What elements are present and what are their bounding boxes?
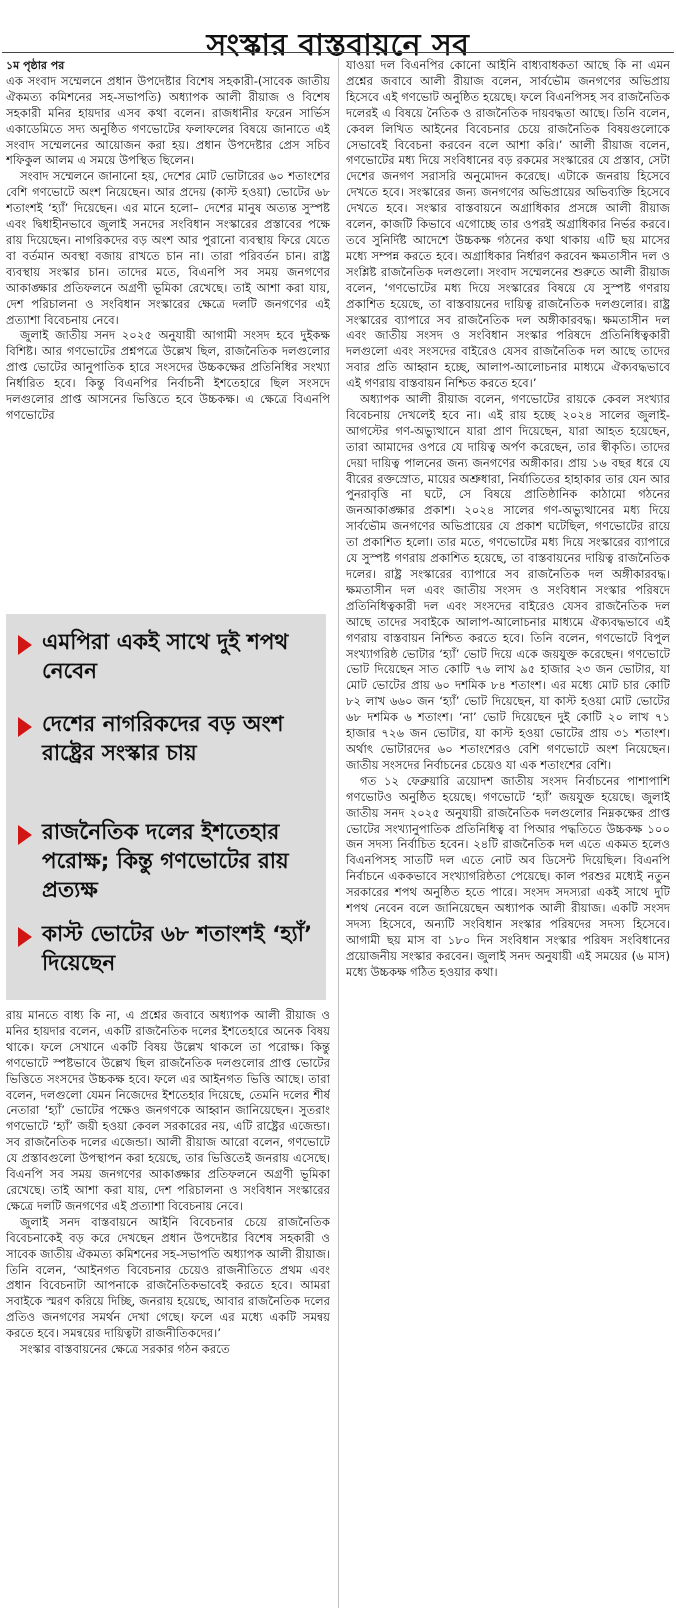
paragraph: এক সংবাদ সম্মেলনে প্রধান উপদেষ্টার বিশেষ সহকারী-(সাবেক জাতীয় ঐকমত্য কমিশনের সহ-সভাপতি) অধ্যাপক আলী রীয়াজ ও বিশেষ সহকারী মনির হায়দার এসব কথা বলেন। রাজধানীর ফরেন সার্ভিস একাডেমিতে সদ্য অনুষ্ঠিত গণভোটের ফলাফলের বিষয়ে জানাতে এই সংবাদ সম্মেলনের আয়োজন করা হয়। প্রধান উপদেষ্টার প্রেস সচিব শফিকুল আলম এ সময়ে উপস্থিত ছিলেন। xyxy=(6,73,330,168)
column-divider xyxy=(338,58,339,1608)
paragraph: সংবাদ সম্মেলনে জানানো হয়, দেশের মোট ভোটারের ৬০ শতাংশের বেশি গণভোটে অংশ নিয়েছেন। আর প্রদেয় (কাস্ট হওয়া) ভোটের ৬৮ শতাংশই ‘হ্যাঁ’ দিয়েছেন। এর মানে হলো– দেশের মানুষ অত্যন্ত সুস্পষ্ট এবং দ্বিধাহীনভাবে জুলাই সনদের সংবিধান সংস্কারের প্রস্তাবের পক্ষে রায় দিয়েছেন। নাগরিকদের বড় অংশ আর পুরানো ব্যবস্থায় ফিরে যেতে বা বর্তমান অবস্থা বজায় রাখতে চান না। তারা পরিবর্তন চান। রাষ্ট্র ব্যবস্থায় সংস্কার চান। তাদের মতে, বিএনপি সব সময় জনগণের আকাঙ্ক্ষার প্রতিফলনে অগ্রণী ভূমিকা রেখেছে। তাই আশা করা যায়, দেশ পরিচালনা ও সংবিধান সংস্কারের ক্ষেত্রে দলটি জনগণের এই প্রত্যাশা বিবেচনায় নেবে। xyxy=(6,169,330,327)
red-triangle-bullet-icon xyxy=(18,717,32,737)
article-headline: সংস্কার বাস্তবায়নে সব xyxy=(206,28,470,64)
highlight-item xyxy=(20,628,320,686)
highlight-text: রাজনৈতিক দলের ইশতেহার পরোক্ষ; কিন্তু গণভোটের রায় প্রত্যক্ষ xyxy=(42,820,289,903)
highlight-text: এমপিরা একই সাথে দুই শপথ নেবেন xyxy=(42,630,289,684)
right-column xyxy=(346,58,670,1610)
red-triangle-bullet-icon xyxy=(18,927,32,947)
highlight-item xyxy=(20,818,320,905)
highlight-item xyxy=(20,920,320,978)
highlight-text: কাস্ট ভোটের ৬৮ শতাংশই ‘হ্যাঁ’ দিয়েছেন xyxy=(42,922,313,976)
paragraph: জুলাই জাতীয় সনদ ২০২৫ অনুযায়ী আগামী সংসদ হবে দুইকক্ষ বিশিষ্ট। আর গণভোটের প্রশ্নপত্রে উল্লেখ ছিল, রাজনৈতিক দলগুলোর প্রাপ্ত ভোটের আনুপাতিক হারে সংসদের উচ্চকক্ষের প্রতিনিধির সংখ্যা নির্ধারিত হবে। কিন্তু বিএনপির নির্বাচনী ইশতেহারে ছিল সংসদে দলগুলোর প্রাপ্ত আসনের ভিত্তিতে হবে উচ্চকক্ষ। এ ক্ষেত্রে বিএনপি গণভোটের xyxy=(6,328,330,422)
paragraph: গত ১২ ফেব্রুয়ারি ত্রয়োদশ জাতীয় সংসদ নির্বাচনের পাশাপাশি গণভোটও অনুষ্ঠিত হয়েছে। গণভোটে ‘হ্যাঁ’ জয়যুক্ত হয়েছে। জুলাই জাতীয় সনদ ২০২৫ অনুযায়ী রাজনৈতিক দলগুলোর নিম্নকক্ষের প্রাপ্ত ভোটের সংখ্যানুপাতিক প্রতিনিধিত্ব বা পিআর পদ্ধতিতে উচ্চকক্ষ ১০০ জন সদস্য নির্বাচিত হবেন। ২৪টি রাজনৈতিক দল এতে একমত হলেও বিএনপিসহ সাতটি দল এতে নোট অব ডিসেন্ট দিয়েছিল। বিএনপি নির্বাচনে এককভাবে সংখ্যাগরিষ্ঠতা পেয়েছে। কাল পরশুর মধ্যেই নতুন সরকারের শপথ অনুষ্ঠিত হতে পারে। সংসদ সদস্যরা একই সাথে দুটি শপথ নেবেন বলে জানিয়েছেন অধ্যাপক আলী রীয়াজ। একটি সংসদ সদস্য হিসেবে, অন্যটি সংবিধান সংস্কার পরিষদের সদস্য হিসেবে। আগামী ছয় মাস বা ১৮০ দিন সংবিধান সংস্কার পরিষদ সংবিধানের প্রয়োজনীয় সংস্কার করবেন। জুলাই সনদ অনুযায়ী এই সময়ের (৬ মাস) মধ্যে উচ্চকক্ষ গঠিত হওয়ার কথা। xyxy=(346,773,670,979)
highlight-item xyxy=(20,710,320,768)
highlights-box xyxy=(6,614,326,1000)
paragraph: সংস্কার বাস্তবায়নের ক্ষেত্রে সরকার গঠন করতে xyxy=(20,1342,230,1357)
paragraph: জুলাই সনদ বাস্তবায়নে আইনি বিবেচনার চেয়ে রাজনৈতিক বিবেচনাকেই বড় করে দেখছেন প্রধান উপদেষ্টার বিশেষ সহকারী ও সাবেক জাতীয় ঐকমত্য কমিশনের সহ-সভাপতি অধ্যাপক আলী রীয়াজ। তিনি বলেন, ‘আইনগত বিবেচনার চেয়েও রাজনীতিতে প্রথম এবং প্রধান বিবেচনাটা আপনাকে রাজনৈতিকভাবেই করতে হবে। আমরা সবাইকে স্মরণ করিয়ে দিচ্ছি, জনরায় হয়েছে, আবার রাজনৈতিক দলের প্রতিও জনগণের সমর্থন দেখা গেছে। ফলে এর মধ্যে একটি সমন্বয় করতে হবে। সমন্বয়ের দায়িত্বটা রাজনীতিকদের।’ xyxy=(6,1214,330,1341)
paragraph: যাওয়া দল বিএনপির কোনো আইনি বাধ্যবাধকতা আছে কি না এমন প্রশ্নের জবাবে আলী রীয়াজ বলেন, সার্বভৌম জনগণের অভিপ্রায় হিসেবে এই গণভোট অনুষ্ঠিত হয়েছে। ফলে বিএনপিসহ সব রাজনৈতিক দলেরই এ বিষয়ে নৈতিক ও রাজনৈতিক দায়বদ্ধতা আছে। তিনি বলেন, কেবল লিখিত আইনের বিবেচনার চেয়ে রাজনৈতিক বিষয়গুলোকে সেভাবেই বিবেচনা করবেন বলে আশা করি।’ আলী রীয়াজ বলেন, গণভোটের মধ্য দিয়ে সংবিধানের বড় রকমের সংস্কারের যে প্রস্তাব, সেটা দেশের জনগণ সরাসরি অনুমোদন করেছে। এটাকে জনরায় হিসেবে দেখতে হবে। সংস্কারের জন্য জনগণের অভিপ্রায়ের অভিব্যক্তি হিসেবে দেখতে হবে। সংস্কার বাস্তবায়নে অগ্রাধিকার প্রসঙ্গে আলী রীয়াজ বলেন, কাজটি কিভাবে এগোচ্ছে তার ওপরই অগ্রাধিকার নির্ভর করবে। তবে সুনির্দিষ্ট আদেশে উচ্চকক্ষ গঠনের কথা থাকায় এটি ছয় মাসের মধ্যে সম্পন্ন করতে হবে। অগ্রাধিকার নির্ধারণ করবেন ক্ষমতাসীন দল ও সংশ্লিষ্ট রাজনৈতিক দলগুলো। সংবাদ সম্মেলনের শুরুতে আলী রীয়াজ বলেন, ‘গণভোটের মধ্য দিয়ে সংস্কারের বিষয়ে যে সুস্পষ্ট গণরায় প্রকাশিত হয়েছে, তা বাস্তবায়নের দায়িত্ব রাজনৈতিক দলগুলোর। রাষ্ট্র সংস্কারের ব্যাপারে সব রাজনৈতিক দল অঙ্গীকারবদ্ধ। ক্ষমতাসীন দল এবং জাতীয় সংসদ ও সংবিধান সংস্কার পরিষদে প্রতিনিধিত্বকারী দলগুলো এবং সংসদের বাইরেও যেসব রাজনৈতিক দল আছে তাদের সবার প্রতি আহ্বান হচ্ছে, আলাপ-আলোচনার মাধ্যমে ঐক্যবদ্ধভাবে এই গণরায় বাস্তবায়ন নিশ্চিত করতে হবে।’ xyxy=(346,58,670,391)
left-column-bottom xyxy=(6,1008,330,1608)
highlight-text: দেশের নাগরিকদের বড় অংশ রাষ্ট্রের সংস্কার চায় xyxy=(42,712,284,766)
paragraph: রায় মানতে বাধ্য কি না, এ প্রশ্নের জবাবে অধ্যাপক আলী রীয়াজ ও মনির হায়দার বলেন, একটি রাজনৈতিক দলের ইশতেহারে অনেক বিষয় থাকে। ফলে সেখানে একটি বিষয় উল্লেখ থাকলে তা পরোক্ষ। কিন্তু গণভোটে স্পষ্টভাবে উল্লেখ ছিল রাজনৈতিক দলগুলোর প্রাপ্ত ভোটের ভিত্তিতে সংসদের উচ্চকক্ষ হবে। ফলে এর আইনগত ভিত্তি আছে। তারা বলেন, দলগুলো যেমন নিজেদের ইশতেহার দিয়েছে, তেমনি দলের শীর্ষ নেতারা ‘হ্যাঁ’ ভোটের পক্ষেও জনগণকে আহ্বান জানিয়েছেন। সুতরাং গণভোটে ‘হ্যাঁ’ জয়ী হওয়া কেবল সরকারের নয়, এটি রাষ্ট্রের এজেন্ডা। সব রাজনৈতিক দলের এজেন্ডা। আলী রীয়াজ আরো বলেন, গণভোটে যে প্রস্তাবগুলো উপস্থাপন করা হয়েছে, তার ভিত্তিতেই জনরায় এসেছে। বিএনপি সব সময় জনগণের আকাঙ্ক্ষার প্রতিফলনে অগ্রণী ভূমিকা রেখেছে। তাই আশা করা যায়, দেশ পরিচালনা ও সংবিধান সংস্কারের ক্ষেত্রে দলটি জনগণের এই প্রত্যাশা বিবেচনায় নেবে। xyxy=(6,1008,330,1213)
red-triangle-bullet-icon xyxy=(18,825,32,845)
headline-divider xyxy=(2,52,674,53)
left-column-top xyxy=(6,58,330,608)
paragraph: অধ্যাপক আলী রীয়াজ বলেন, গণভোটের রায়কে কেবল সংখ্যার বিবেচনায় দেখলেই হবে না। এই রায় হচ্ছে ২০২৪ সালের জুলাই-আগস্টের গণ-অভ্যুত্থানে যারা প্রাণ দিয়েছেন, যারা আহত হয়েছেন, তারা আমাদের ওপরে যে দায়িত্ব অর্পণ করেছেন, তার স্বীকৃতি। তাদের দেয়া দায়িত্ব পালনের জন্য জনগণের অঙ্গীকার। প্রায় ১৬ বছর ধরে যে বীরের রক্তস্রোত, মায়ের অশ্রুধারা, নির্যাতিতের হাহাকার তার যেন আর পুনরাবৃত্তি না ঘটে, সে বিষয়ে প্রাতিষ্ঠানিক কাঠামো গঠনের জনআকাঙ্ক্ষার প্রকাশ। ২০২৪ সালের গণ-অভ্যুত্থানের মধ্য দিয়ে সার্বভৌম জনগণের অভিপ্রায়ের যে প্রকাশ ঘটেছিল, গণভোটের রায়ে তা প্রকাশিত হলো। তার মতে, গণভোটের মধ্য দিয়ে সংস্কারের ব্যাপারে যে সুস্পষ্ট গণরায় প্রকাশিত হয়েছে, তা বাস্তবায়নের দায়িত্ব রাজনৈতিক দলের। রাষ্ট্র সংস্কারের ব্যাপারে সব রাজনৈতিক দল অঙ্গীকারবদ্ধ। ক্ষমতাসীন দল এবং জাতীয় সংসদ ও সংবিধান সংস্কার পরিষদে প্রতিনিধিত্বকারী দল এবং সংসদের বাইরেও যেসব রাজনৈতিক দল আছে তাদের সবাইকে আলাপ-আলোচনার মাধ্যমে ঐক্যবদ্ধভাবে এই গণরায় বাস্তবায়ন নিশ্চিত করতে হবে। তিনি বলেন, গণভোটে বিপুল সংখ্যাগরিষ্ঠ ভোটার ‘হ্যাঁ’ ভোট দিয়ে একে জয়যুক্ত করেছেন। গণভোটে ভোট দিয়েছেন সাত কোটি ৭৬ লাখ ৯৫ হাজার ২৩ জন ভোটার, যা মোট ভোটের প্রায় ৬০ দশমিক ৮৪ শতাংশ। এর মধ্যে মোট চার কোটি ৮২ লাখ ৬৬০ জন ‘হ্যাঁ’ ভোট দিয়েছেন, যা কাস্ট হওয়া মোট ভোটের ৬৮ দশমিক ৬ শতাংশ। ‘না’ ভোট দিয়েছেন দুই কোটি ২০ লাখ ৭১ হাজার ৭২৬ জন ভোটার, যা কাস্ট হওয়া ভোটের প্রায় ৩১ শতাংশ। অর্থাৎ ভোটারদের ৬০ শতাংশেরও বেশি গণভোটে অংশ নিয়েছেন। জাতীয় সংসদের নির্বাচনের চেয়েও যা এক শতাংশের বেশি। xyxy=(346,392,670,772)
red-triangle-bullet-icon xyxy=(18,635,32,655)
continuation-kicker: ১ম পৃষ্ঠার পর xyxy=(6,59,65,72)
